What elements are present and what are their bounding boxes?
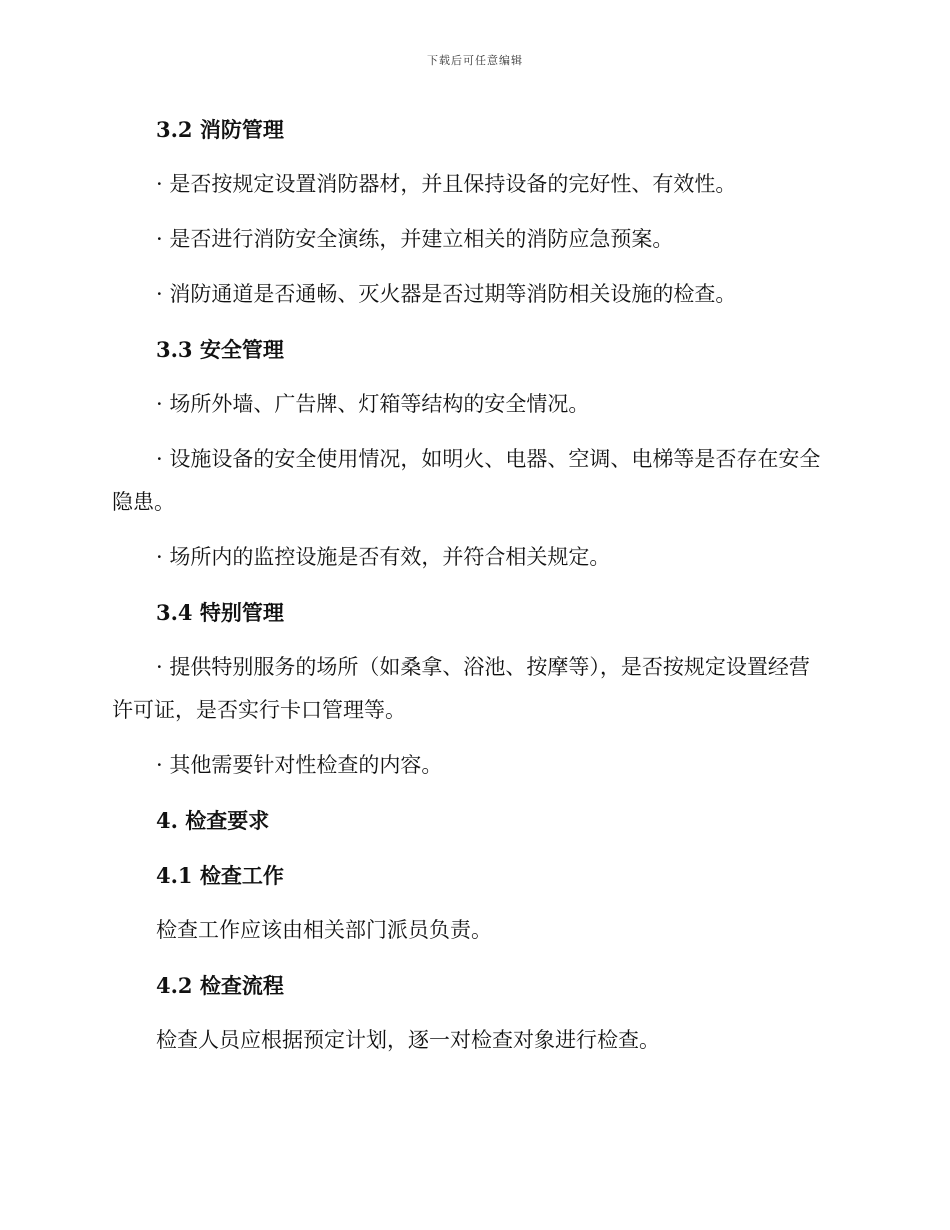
bullet-paragraph: · 其他需要针对性检查的内容。 — [156, 753, 443, 777]
bullet-paragraph: · 是否进行消防安全演练，并建立相关的消防应急预案。 — [156, 227, 674, 251]
body-paragraph: 检查工作应该由相关部门派员负责。 — [156, 918, 492, 942]
document-body — [112, 108, 824, 1074]
bullet-paragraph: · 场所外墙、广告牌、灯箱等结构的安全情况。 — [156, 392, 590, 416]
section-heading-4-1: 4.1 检查工作 — [156, 863, 284, 888]
page-header: 下载后可任意编辑 — [427, 54, 523, 67]
section-heading-4-2: 4.2 检查流程 — [156, 973, 284, 998]
bullet-paragraph: · 提供特别服务的场所（如桑拿、浴池、按摩等），是否按规定设置经营许可证，是否实行卡口管理等。 — [112, 655, 810, 722]
section-heading-3-2: 3.2 消防管理 — [156, 117, 284, 142]
section-heading-3-3: 3.3 安全管理 — [156, 337, 284, 362]
bullet-paragraph: · 设施设备的安全使用情况，如明火、电器、空调、电梯等是否存在安全隐患。 — [112, 447, 821, 514]
bullet-paragraph: · 场所内的监控设施是否有效，并符合相关规定。 — [156, 545, 611, 569]
bullet-paragraph: · 消防通道是否通畅、灭火器是否过期等消防相关设施的检查。 — [156, 282, 737, 306]
section-heading-3-4: 3.4 特别管理 — [156, 600, 284, 625]
bullet-paragraph: · 是否按规定设置消防器材，并且保持设备的完好性、有效性。 — [156, 172, 737, 196]
body-paragraph: 检查人员应根据预定计划，逐一对检查对象进行检查。 — [156, 1028, 660, 1052]
section-heading-4: 4. 检查要求 — [156, 808, 270, 833]
